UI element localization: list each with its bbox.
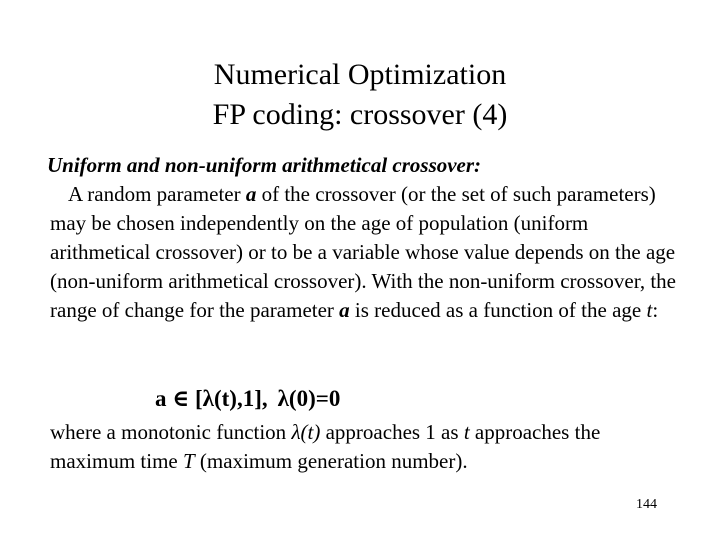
title-line-2: FP coding: crossover (4) bbox=[212, 98, 508, 131]
page-number: 144 bbox=[636, 497, 657, 512]
para1-text-3: is reduced as a function of the age bbox=[349, 298, 647, 322]
para2-text-3: approaches the maximum time bbox=[50, 420, 601, 473]
t-var: t bbox=[463, 420, 470, 444]
formula bbox=[155, 384, 340, 414]
title-line-1: Numerical Optimization bbox=[213, 58, 507, 91]
lambda-t-var: λ(t) bbox=[291, 420, 321, 444]
para2-text-1: where a monotonic function bbox=[50, 420, 292, 444]
para1-text-2: of the crossover (or the set of such parameters) may be chosen independently on the age of population (uniform arithmetical crossover) or to be a variable whose value depends on the age (non-uniform arithmetical crossover). With the non-uniform crossover, the range of change for the parameter bbox=[50, 182, 677, 322]
body-paragraph-2 bbox=[50, 418, 690, 476]
para1-text-1: A random parameter bbox=[68, 182, 246, 206]
slide-title bbox=[0, 55, 720, 135]
formula-part-2: λ(0)=0 bbox=[277, 386, 341, 411]
body-paragraph-1 bbox=[50, 180, 690, 325]
formula-part-1: a ∈ [λ(t),1], bbox=[155, 386, 268, 411]
param-a-var-2: a bbox=[339, 298, 350, 322]
para2-text-4: (maximum generation number). bbox=[194, 449, 468, 473]
para1-text-4: : bbox=[652, 298, 659, 322]
age-t-var: t bbox=[646, 298, 653, 322]
max-time-var: T bbox=[182, 449, 195, 473]
section-heading: Uniform and non-uniform arithmetical crossover: bbox=[47, 153, 482, 177]
para2-text-2: approaches 1 as bbox=[320, 420, 464, 444]
param-a-var: a bbox=[245, 182, 257, 206]
